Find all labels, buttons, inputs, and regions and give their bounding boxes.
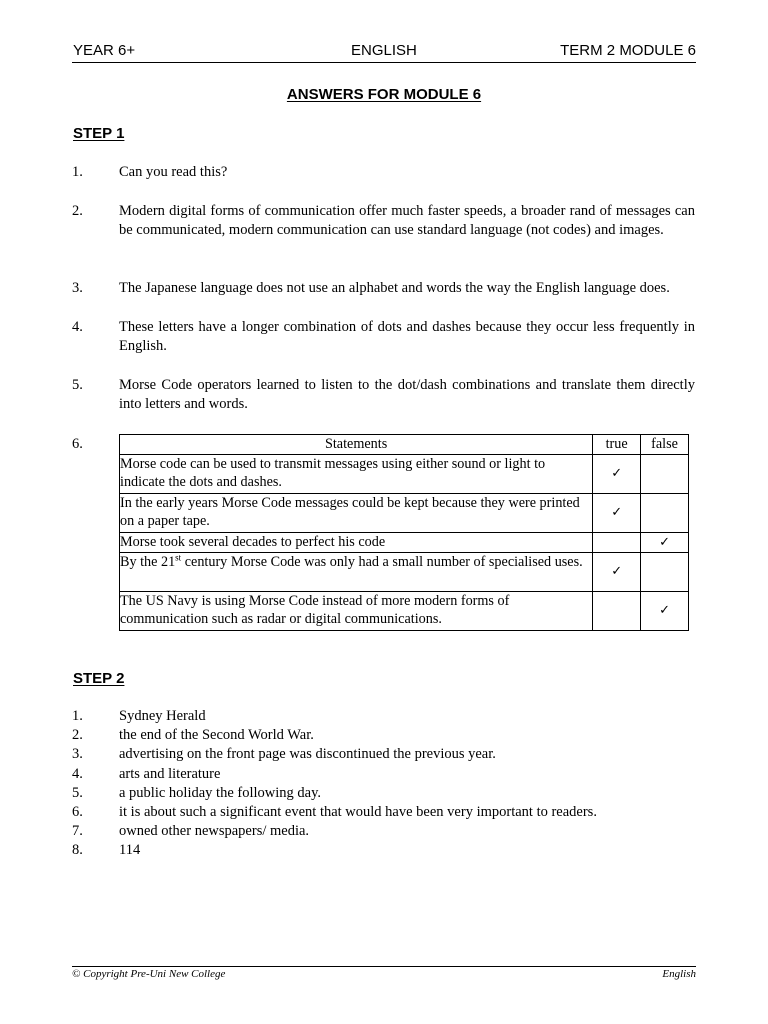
table-row [120, 455, 689, 494]
page-title: ANSWERS FOR MODULE 6 [286, 86, 482, 103]
header-term-module: TERM 2 MODULE 6 [560, 42, 696, 59]
statement-cell: Morse took several decades to perfect his code [120, 533, 593, 553]
table-item-number: 6. [72, 436, 83, 452]
statements-table [119, 434, 689, 631]
step2-heading: STEP 2 [73, 670, 125, 687]
true-cell [593, 533, 641, 553]
statement-cell: In the early years Morse Code messages could be kept because they were printed on a paper tape. [120, 494, 593, 533]
false-cell [641, 494, 689, 533]
step1-heading: STEP 1 [73, 125, 125, 142]
false-cell [641, 553, 689, 592]
header-subject: ENGLISH [351, 42, 417, 59]
table-header-row [120, 435, 689, 455]
table-row [120, 533, 689, 553]
header-year: YEAR 6+ [73, 42, 136, 59]
statement-cell: The US Navy is using Morse Code instead of more modern forms of communication such as radar or digital communications. [120, 592, 593, 631]
page-footer [72, 966, 696, 980]
false-check-icon: ✓ [641, 533, 689, 553]
table-row [120, 494, 689, 533]
false-check-icon: ✓ [641, 592, 689, 631]
false-cell [641, 455, 689, 494]
footer-copyright: © Copyright Pre-Uni New College [72, 968, 226, 980]
page-header [72, 42, 696, 63]
true-check-icon: ✓ [593, 553, 641, 592]
true-cell [593, 592, 641, 631]
statement-cell: By the 21st century Morse Code was only had a small number of specialised uses. [120, 553, 593, 592]
table-row [120, 592, 689, 631]
true-check-icon: ✓ [593, 455, 641, 494]
true-header: true [593, 435, 641, 455]
false-header: false [641, 435, 689, 455]
table-row [120, 553, 689, 592]
statement-cell: Morse code can be used to transmit messages using either sound or light to indicate the dots and dashes. [120, 455, 593, 494]
true-check-icon: ✓ [593, 494, 641, 533]
footer-subject: English [662, 968, 696, 980]
statements-header: Statements [120, 435, 593, 455]
